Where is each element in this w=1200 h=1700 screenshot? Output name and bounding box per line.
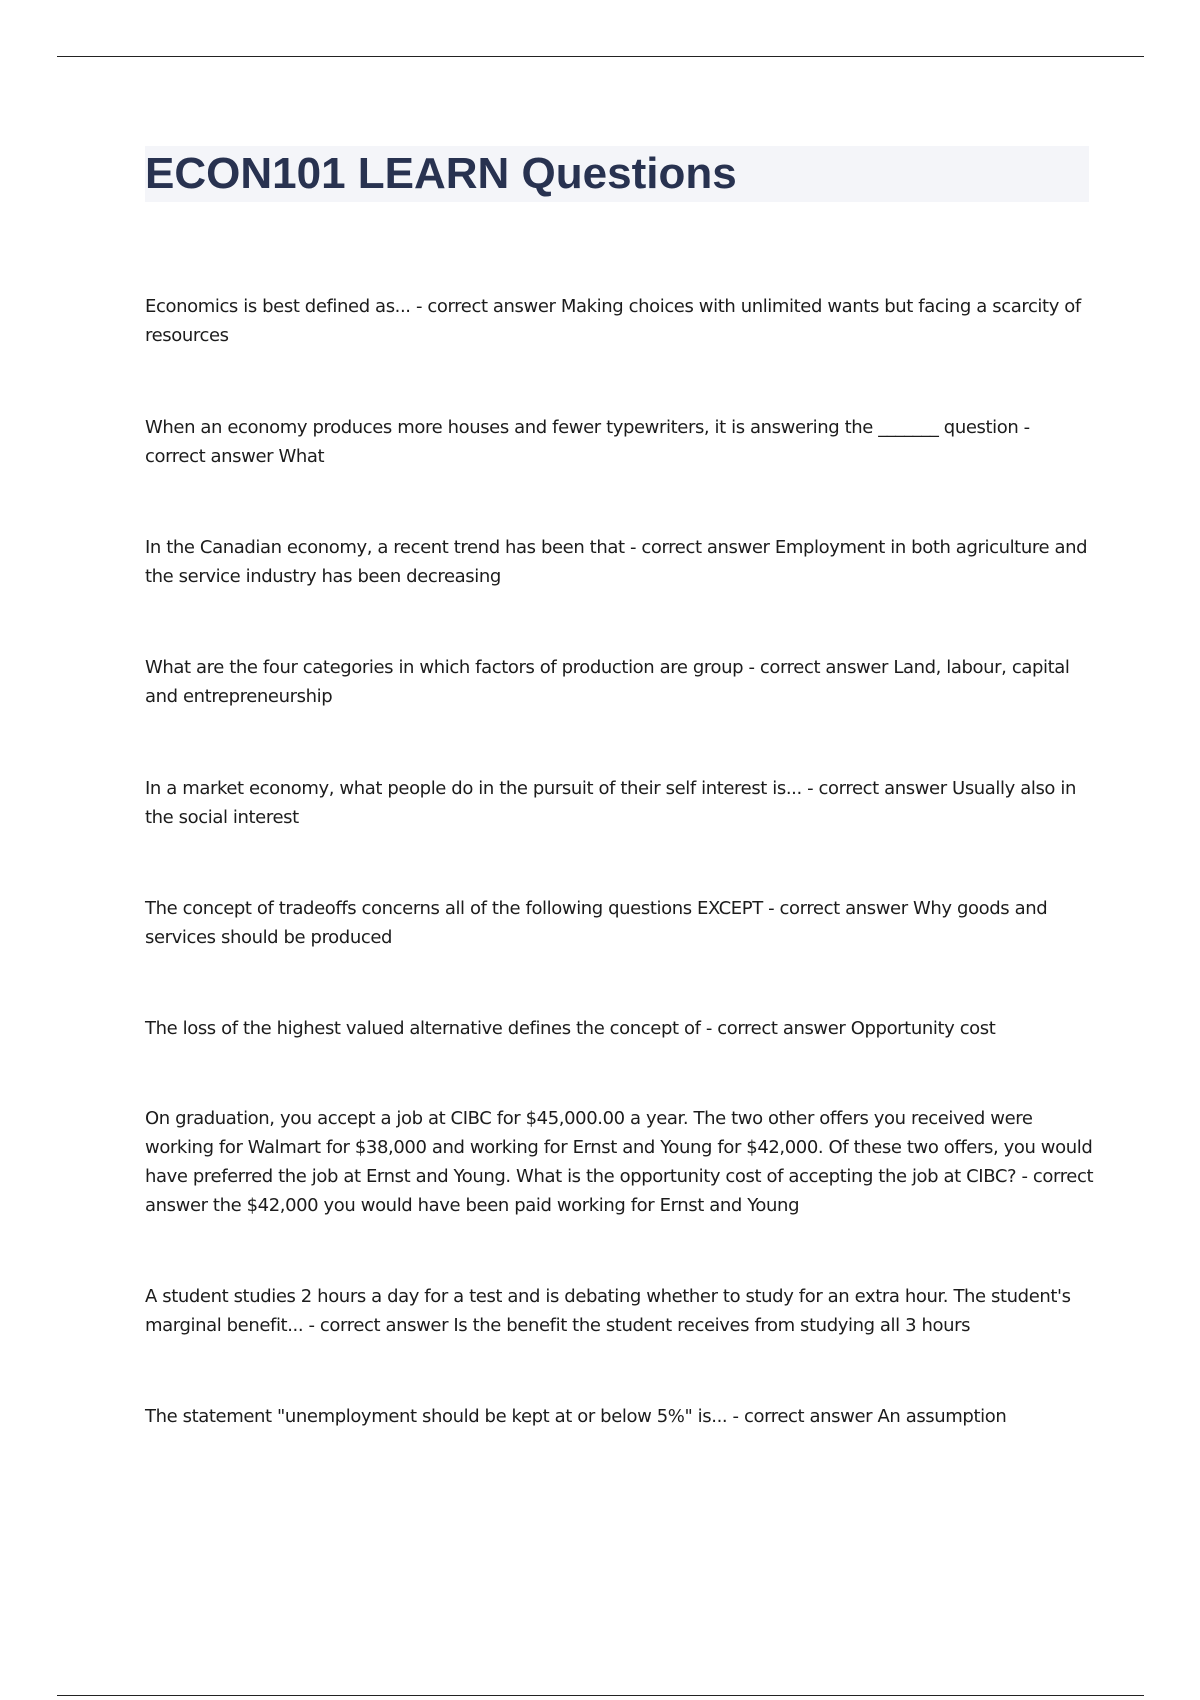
question-answer-item: When an economy produces more houses and fewer typewriters, it is answering the _______ question - correct answer What	[145, 417, 1030, 467]
question-answer-item: In the Canadian economy, a recent trend has been that - correct answer Employment in both agriculture and the service industry has been decreasing	[145, 537, 1088, 587]
footer-rule	[57, 1695, 1144, 1696]
question-answer-item: On graduation, you accept a job at CIBC for $45,000.00 a year. The two other offers you received were working for Walmart for $38,000 and working for Ernst and Young for $42,000. Of these two offers, you would have preferred the job at Ernst and Young. What is the opportunity cost of accepting the job at CIBC? - correct answer the $42,000 you would have been paid working for Ernst and Young	[145, 1108, 1094, 1216]
question-answer-item: What are the four categories in which factors of production are group - correct answer Land, labour, capital and entrepreneurship	[145, 657, 1070, 707]
document-title: ECON101 LEARN Questions	[145, 149, 737, 198]
question-answer-item: A student studies 2 hours a day for a test and is debating whether to study for an extra hour. The student's marginal benefit... - correct answer Is the benefit the student receives from studying all 3 hours	[145, 1286, 1071, 1336]
question-answer-item: The loss of the highest valued alternative defines the concept of - correct answer Opportunity cost	[145, 1018, 996, 1039]
question-answer-item: The concept of tradeoffs concerns all of the following questions EXCEPT - correct answer Why goods and services should be produced	[145, 898, 1048, 948]
question-answer-item: The statement "unemployment should be kept at or below 5%" is... - correct answer An assumption	[145, 1406, 1007, 1427]
question-answer-item: In a market economy, what people do in the pursuit of their self interest is... - correct answer Usually also in the social interest	[145, 778, 1076, 828]
title-banner	[145, 146, 1089, 202]
header-rule	[57, 56, 1144, 57]
question-answer-item: Economics is best defined as... - correct answer Making choices with unlimited wants but facing a scarcity of resources	[145, 296, 1081, 346]
